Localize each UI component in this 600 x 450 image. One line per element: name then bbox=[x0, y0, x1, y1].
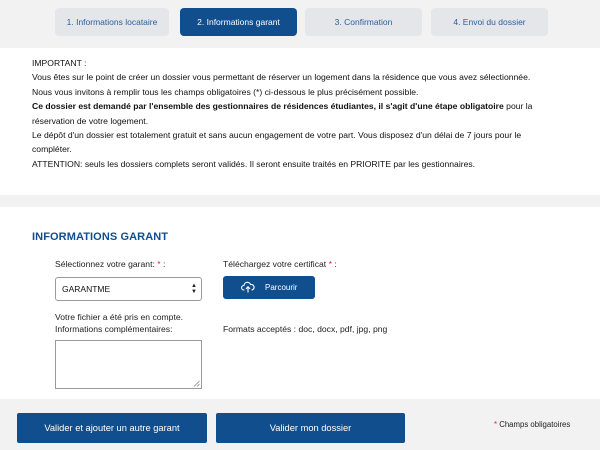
note-text: Champs obligatoires bbox=[497, 420, 571, 429]
intro-line: compléter. bbox=[32, 144, 72, 155]
intro-line: réservation de votre logement. bbox=[32, 115, 149, 126]
step-tenant-info[interactable] bbox=[55, 8, 169, 36]
step-label: 2. Informations garant bbox=[197, 17, 280, 27]
step-send-file[interactable] bbox=[431, 8, 548, 36]
intro-line bbox=[32, 99, 600, 113]
browse-button[interactable] bbox=[223, 276, 315, 299]
required-star: * bbox=[157, 259, 161, 269]
cloud-upload-icon bbox=[241, 281, 255, 293]
guarantor-select[interactable] bbox=[55, 277, 202, 301]
intro-text: pour la bbox=[503, 101, 533, 112]
step-label: 3. Confirmation bbox=[334, 17, 393, 27]
additional-info-textarea[interactable] bbox=[55, 340, 202, 389]
button-label: Valider et ajouter un autre garant bbox=[44, 423, 180, 433]
intro-line: ATTENTION: seuls les dossiers complets seront validés. Il seront ensuite traités en PRIORITE par les gestionnaires. bbox=[32, 158, 476, 169]
label-colon: : bbox=[331, 259, 337, 269]
label-colon: : bbox=[160, 259, 166, 269]
select-guarantor-label bbox=[55, 259, 165, 269]
progress-steps bbox=[0, 8, 600, 36]
required-fields-note bbox=[494, 420, 570, 429]
required-star: * bbox=[494, 420, 498, 429]
step-guarantor-info[interactable] bbox=[180, 8, 297, 36]
validate-add-guarantor-button[interactable] bbox=[17, 413, 207, 443]
additional-info-label: Informations complémentaires: bbox=[55, 324, 173, 334]
resize-grip-icon[interactable] bbox=[193, 380, 200, 387]
file-status: Votre fichier a été pris en compte. bbox=[55, 312, 184, 322]
label-text: Sélectionnez votre garant: bbox=[55, 259, 158, 269]
selected-value: GARANTME bbox=[62, 284, 111, 294]
upload-certificate-label bbox=[223, 259, 337, 269]
required-star: * bbox=[328, 259, 332, 269]
validate-file-button[interactable] bbox=[216, 413, 405, 443]
important-heading: IMPORTANT : bbox=[32, 58, 87, 68]
intro-line: Nous vous invitons à remplir tous les champs obligatoires (*) ci-dessous le plus précisément possible. bbox=[32, 86, 419, 97]
intro-bold-text: Ce dossier est demandé par l'ensemble des gestionnaires de résidences étudiantes, il s'agit d'une étape obligatoire bbox=[32, 101, 504, 112]
intro-line: Le dépôt d'un dossier est totalement gratuit et sans aucun engagement de votre part. Vous disposez d'un délai de 7 jours pour le bbox=[32, 130, 522, 141]
label-text: Téléchargez votre certificat bbox=[223, 259, 329, 269]
browse-label: Parcourir bbox=[265, 283, 298, 292]
step-label: 4. Envoi du dossier bbox=[453, 17, 526, 27]
intro-line: Vous êtes sur le point de créer un dossier vous permettant de réserver un logement dans la résidence que vous avez sélectionnée. bbox=[32, 72, 531, 83]
section-title: INFORMATIONS GARANT bbox=[32, 231, 169, 243]
step-confirmation[interactable] bbox=[305, 8, 422, 36]
step-label: 1. Informations locataire bbox=[66, 17, 158, 27]
intro-panel bbox=[0, 48, 600, 195]
accepted-formats: Formats acceptés : doc, docx, pdf, jpg, png bbox=[223, 324, 388, 334]
select-arrows-icon: ▲ ▼ bbox=[191, 283, 197, 295]
button-label: Valider mon dossier bbox=[269, 423, 352, 433]
